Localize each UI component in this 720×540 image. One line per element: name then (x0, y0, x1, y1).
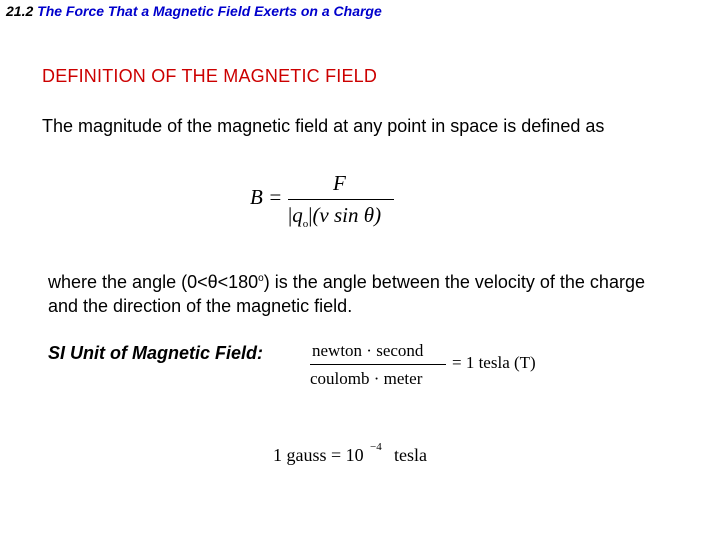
gauss-rhs: tesla (394, 445, 427, 465)
explanation-part1: where the angle (0<θ<180 (48, 272, 259, 292)
definition-title: DEFINITION OF THE MAGNETIC FIELD (42, 66, 378, 86)
formula-charge: q (292, 203, 303, 227)
formula-fraction-bar (288, 199, 394, 200)
gauss-exponent: −4 (370, 441, 382, 453)
formula-numerator: F (333, 171, 346, 195)
section-title: The Force That a Magnetic Field Exerts on a Charge (37, 3, 382, 19)
si-unit-fraction-bar (310, 364, 446, 365)
si-unit-result: = 1 tesla (T) (452, 353, 536, 372)
formula-charge-subscript: o (302, 218, 309, 231)
slide-header (6, 3, 382, 19)
gauss-lhs: 1 gauss = 10 (273, 445, 364, 465)
formula-velocity-term: (v sin θ) (312, 203, 382, 227)
formula-denominator: $|q_o|(v$ sin θ) (288, 203, 382, 231)
degree-symbol: o (258, 273, 264, 284)
explanation-paragraph (48, 270, 668, 318)
si-unit-label: SI Unit of Magnetic Field: (48, 343, 263, 363)
si-unit-numerator: newton · second (312, 341, 424, 360)
explanation-part2: ) is the angle between the velocity of the charge and the direction of the magnetic field. (48, 272, 645, 316)
intro-paragraph: The magnitude of the magnetic field at any point in space is defined as (42, 116, 605, 136)
section-number: 21.2 (6, 3, 34, 19)
si-unit-denominator: coulomb · meter (310, 369, 423, 388)
formula-lhs: B = (250, 185, 283, 209)
